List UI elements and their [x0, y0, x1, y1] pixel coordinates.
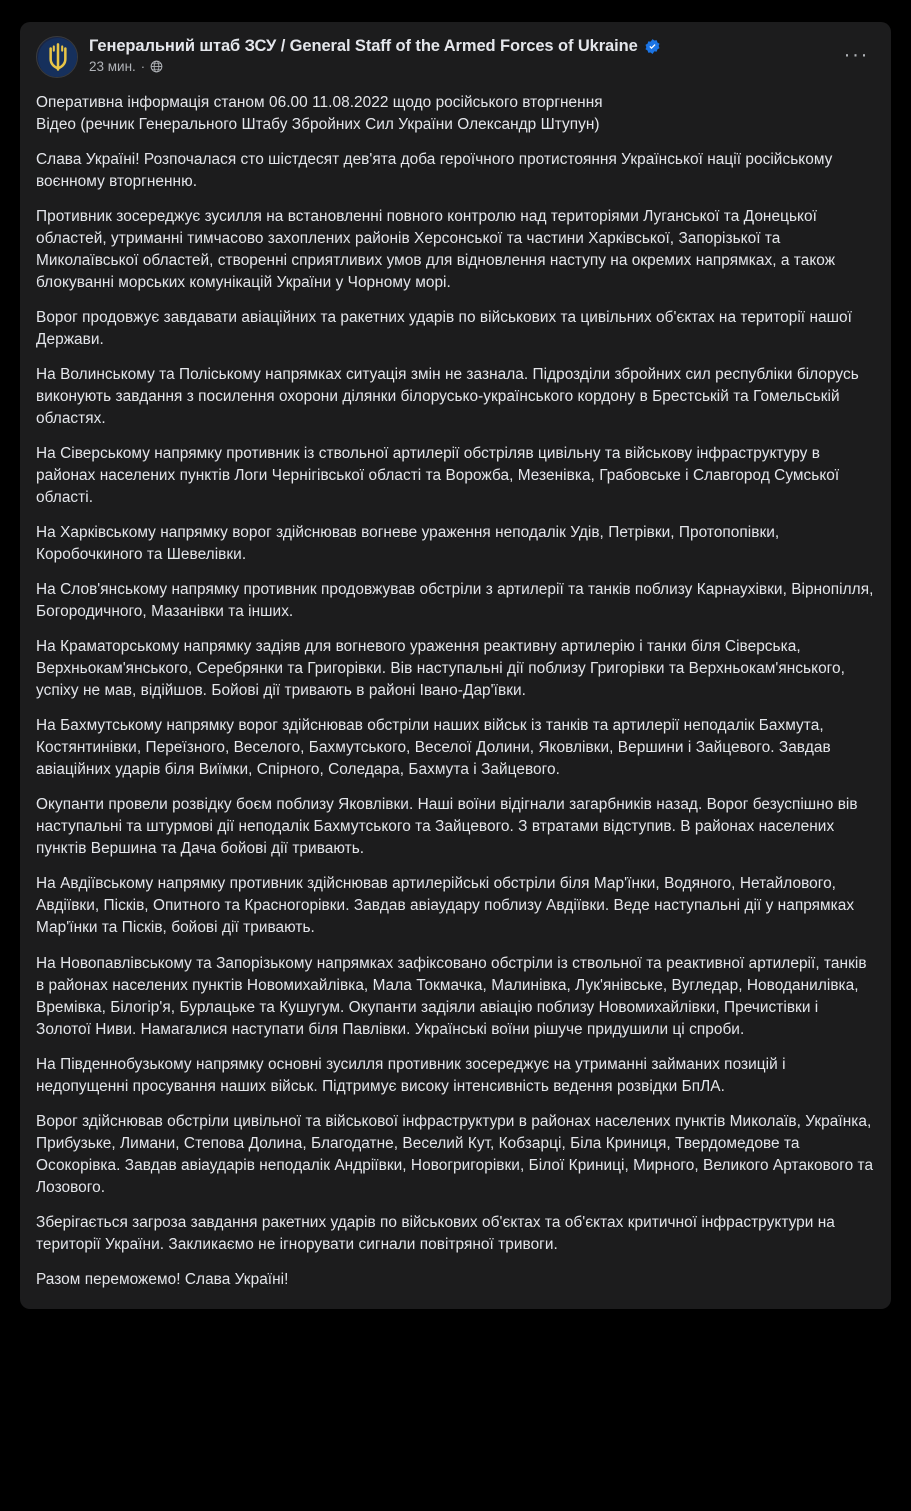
- post-paragraph: Окупанти провели розвідку боєм поблизу Яковлівки. Наші воїни відігнали загарбників назад. Ворог безуспішно вів наступальні та штурмові дії неподалік Бахмутського та Зайцевого. З втратами відступив. В районах населених пунктів Вершина та Дача бойові дії тривають.: [36, 796, 858, 858]
- post-paragraph: На Південнобузькому напрямку основні зусилля противник зосереджує на утриманні займаних позицій і недопущенні просування наших військ. Підтримує високу інтенсивність ведення розвідки БпЛА.: [36, 1055, 786, 1095]
- post-paragraph: Противник зосереджує зусилля на встановленні повного контролю над територіями Луганської та Донецької областей, утриманні тимчасово захоплених районів Херсонської та частини Харківської, Запорізької та Миколаївської областей, створенні сприятливих умов для відновлення наступу на окремих напрямках, а також блокуванні морських комунікацій України у Чорному морі.: [36, 208, 836, 292]
- post-paragraph: На Волинському та Поліському напрямках ситуація змін не зазнала. Підрозділи збройних сил республіки білорусь виконують завдання з посилення охорони ділянки білорусько-українського кордону в Брестській та Гомельській областях.: [36, 366, 859, 428]
- post-paragraph: Разом переможемо! Слава Україні!: [36, 1270, 289, 1288]
- post-paragraph: Слава Україні! Розпочалася сто шістдесят дев'ята доба героїчного протистояння Української нації російському воєнному вторгненню.: [36, 151, 833, 191]
- post-paragraph: Зберігається загроза завдання ракетних ударів по військових об'єктах та об'єктах критичної інфраструктури на території України. Закликаємо не ігнорувати сигнали повітряної тривоги.: [36, 1213, 835, 1253]
- post-header-text: [89, 36, 875, 74]
- post-paragraph: На Слов'янському напрямку противник продовжував обстріли з артилерії та танків поблизу Карнаухівки, Вірнопілля, Богородичного, Мазанівки та інших.: [36, 581, 874, 621]
- post-more-options-button[interactable]: ···: [843, 43, 869, 66]
- post-header: [36, 36, 875, 92]
- post-paragraph: На Краматорському напрямку задіяв для вогневого ураження реактивну артилерію і танки біля Сіверська, Верхньокам'янського, Серебрянки та Григорівки. Вів наступальні дії поблизу Григорівки та Верхньокам'янського, успіху не мав, відійшов. Бойові дії тривають в районі Івано-Дар'ївки.: [36, 638, 845, 700]
- post-paragraph: На Авдіївському напрямку противник здійснював артилерійські обстріли біля Мар'їнки, Водяного, Нетайлового, Авдіївки, Пісків, Опитного та Красногорівки. Завдав авіаудару поблизу Авдіївки. Веде наступальні дії у напрямках Мар'їнки та Пісків, бойові дії тривають.: [36, 875, 855, 937]
- post-paragraph: На Бахмутському напрямку ворог здійснював обстріли наших військ із танків та артилерії неподалік Бахмута, Костянтинівки, Переїзного, Веселого, Бахмутського, Веселої Долини, Яковлівки, Вершини і Зайцевого. Завдав авіаційних ударів біля Виїмки, Спірного, Соледара, Бахмута і Зайцевого.: [36, 717, 831, 779]
- post-timestamp[interactable]: 23 мин.: [89, 59, 136, 74]
- page-name[interactable]: Генеральний штаб ЗСУ / General Staff of the Armed Forces of Ukraine: [89, 37, 638, 55]
- trident-emblem-icon: [37, 37, 78, 78]
- page-name-row: [89, 37, 875, 56]
- post-paragraph: Оперативна інформація станом 06.00 11.08.2022 щодо російського вторгнення: [36, 94, 603, 111]
- post-paragraph: На Сіверському напрямку противник із ствольної артилерії обстріляв цивільну та військову інфраструктуру в районах населених пунктів Логи Чернігівської області та Ворожба, Мезенівка, Грабовське і Славгород Сумської області.: [36, 445, 840, 507]
- post-paragraph: Ворог здійснював обстріли цивільної та військової інфраструктури в районах населених пунктів Миколаїв, Українка, Прибузьке, Лимани, Степова Долина, Благодатне, Веселий Кут, Кобзарці, Біла Криниця, Твердомедове та Осокорівка. Завдав авіаударів неподалік Андріївки, Новогригорівки, Білої Криниці, Мирного, Великого Артакового та Лозового.: [36, 1112, 874, 1196]
- post-meta-row: [89, 59, 875, 74]
- post-paragraph: Ворог продовжує завдавати авіаційних та ракетних ударів по військових та цивільних об'єктах на території нашої Держави.: [36, 309, 852, 349]
- meta-separator: ·: [140, 59, 146, 74]
- post-paragraph: Відео (речник Генерального Штабу Збройних Сил України Олександр Штупун): [36, 116, 600, 134]
- facebook-post-card: [20, 22, 891, 1309]
- globe-icon[interactable]: [150, 60, 163, 73]
- verified-badge-icon: [644, 38, 661, 55]
- post-body: [36, 92, 875, 1291]
- post-paragraph: На Харківському напрямку ворог здійснював вогневе ураження неподалік Удів, Петрівки, Протопопівки, Коробочкиного та Шевелівки.: [36, 524, 780, 564]
- avatar[interactable]: [36, 36, 78, 78]
- post-paragraph: На Новопавлівському та Запорізькому напрямках зафіксовано обстріли із ствольної та реактивної артилерії, танків в районах населених пунктів Новомихайлівка, Мала Токмачка, Малинівка, Лук'янівське, Вугледар, Новоданилівка, Времівка, Білогір'я, Бурлацьке та Кушугум. Окупанти задіяли авіацію поблизу Новомихайлівки, Пречистівки і Золотої Ниви. Намагалися наступати біля Павлівки. Українські воїни рішуче придушили ці спроби.: [36, 954, 867, 1038]
